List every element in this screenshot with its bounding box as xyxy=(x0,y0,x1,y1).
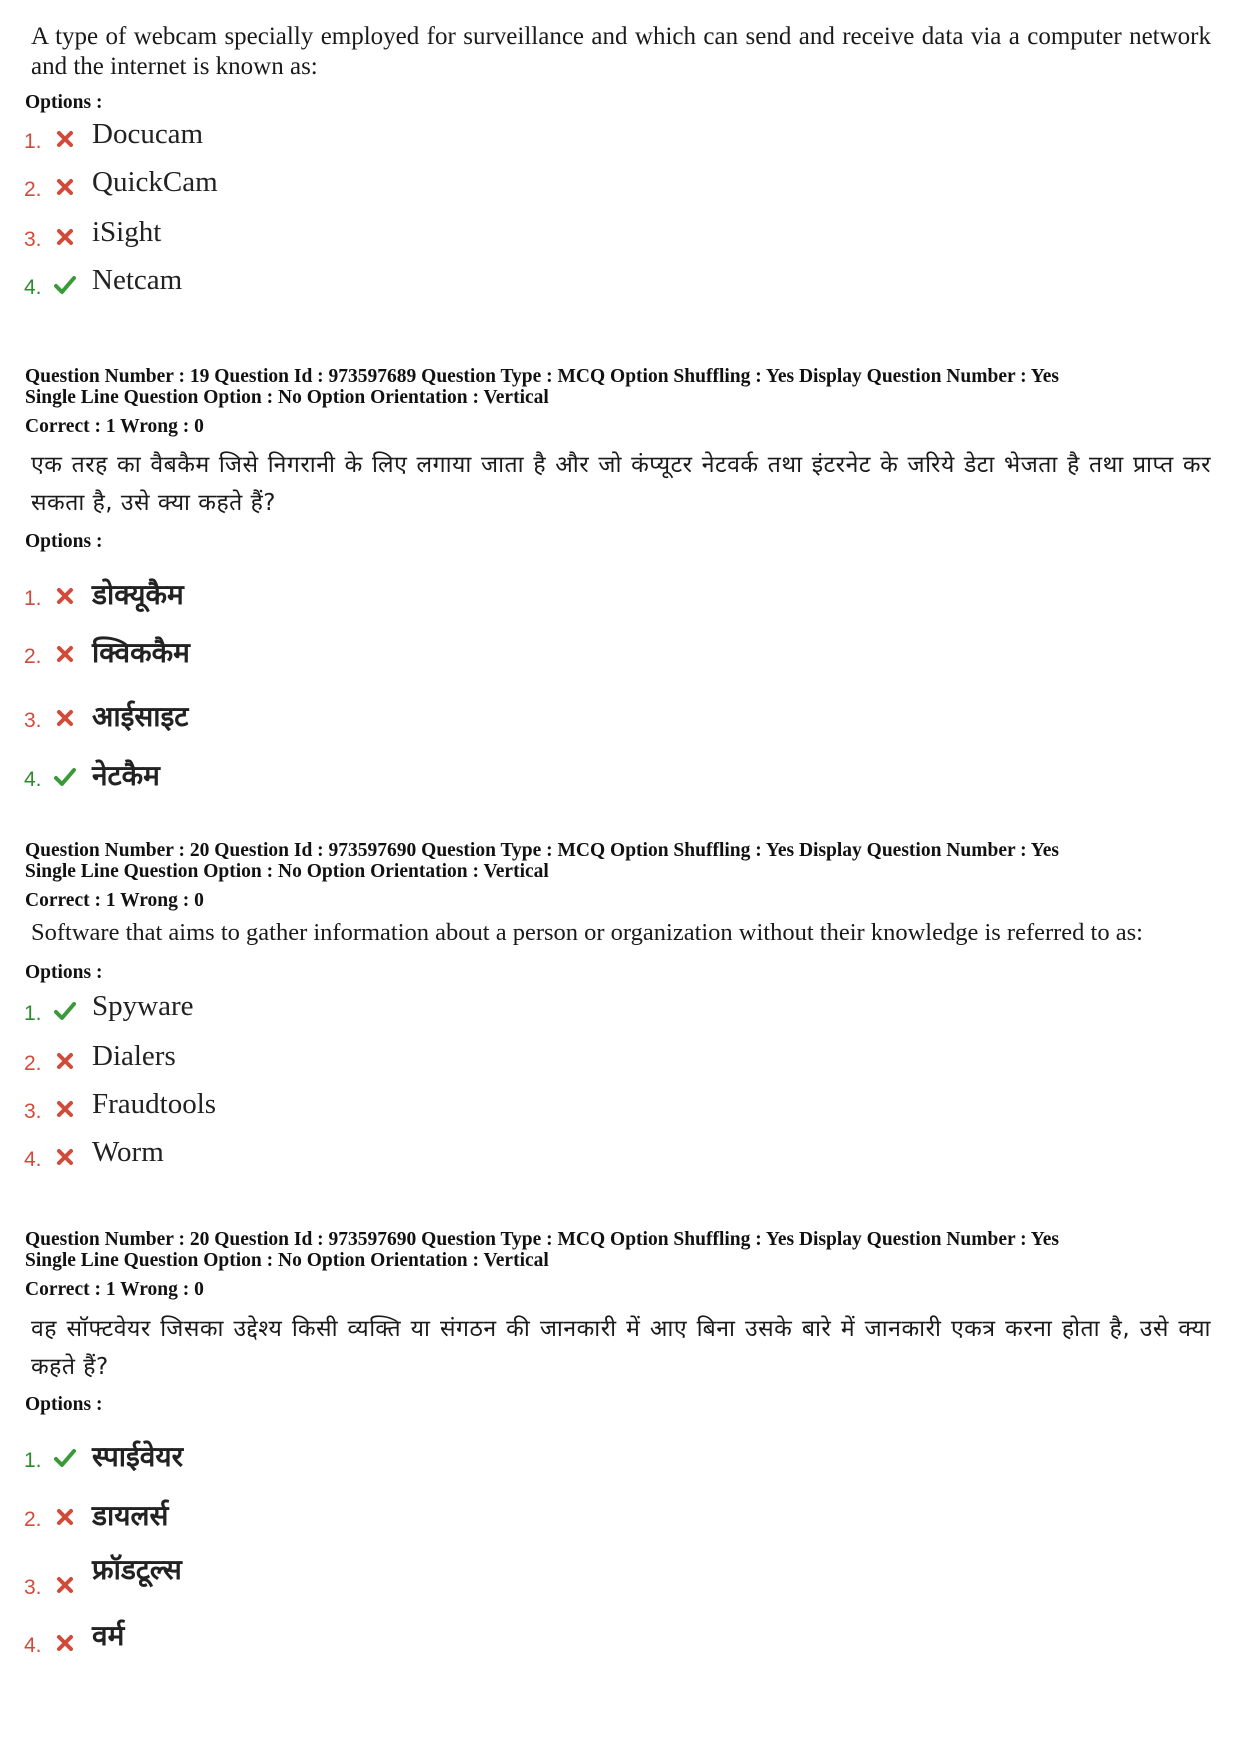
question-meta-line2: Single Line Question Option : No Option Orientation : Vertical xyxy=(25,387,549,408)
option-number: 2. xyxy=(24,178,42,201)
options-label: Options : xyxy=(25,1394,103,1415)
cross-icon xyxy=(54,1146,76,1168)
option-number: 4. xyxy=(24,1634,42,1657)
cross-icon xyxy=(54,1574,76,1596)
option-text: iSight xyxy=(92,216,162,248)
question-meta-line2: Single Line Question Option : No Option Orientation : Vertical xyxy=(25,861,549,882)
option-text: Docucam xyxy=(92,118,204,150)
question-meta: Question Number : 20 Question Id : 973597690 Question Type : MCQ Option Shuffling : Yes Display Question Number : Yes xyxy=(25,1229,1059,1250)
option-number: 4. xyxy=(24,1148,42,1171)
option-text: डोक्यूकैम xyxy=(92,578,184,611)
marks: Correct : 1 Wrong : 0 xyxy=(25,416,204,437)
option-text: QuickCam xyxy=(92,166,218,198)
option-text: स्पाईवेयर xyxy=(92,1440,184,1473)
check-icon xyxy=(54,274,76,296)
options-label: Options : xyxy=(25,962,103,983)
cross-icon xyxy=(54,1506,76,1528)
question-text: एक तरह का वैबकैम जिसे निगरानी के लिए लगाया जाता है और जो कंप्यूटर नेटवर्क तथा इंटरनेट के जरिये डेटा भेजता है तथा प्राप्त कर सकता है, उसे क्या कहते हैं? xyxy=(31,452,1211,516)
option-text: Worm xyxy=(92,1136,164,1168)
cross-icon xyxy=(54,1050,76,1072)
question-meta-line2: Single Line Question Option : No Option Orientation : Vertical xyxy=(25,1250,549,1271)
option-number: 2. xyxy=(24,1052,42,1075)
option-number: 1. xyxy=(24,130,42,153)
option-number: 4. xyxy=(24,768,42,791)
question-meta: Question Number : 20 Question Id : 973597690 Question Type : MCQ Option Shuffling : Yes Display Question Number : Yes xyxy=(25,840,1059,861)
option-number: 3. xyxy=(24,228,42,251)
marks: Correct : 1 Wrong : 0 xyxy=(25,890,204,911)
option-text: Fraudtools xyxy=(92,1088,217,1120)
cross-icon xyxy=(54,643,76,665)
cross-icon xyxy=(54,128,76,150)
option-text: डायलर्स xyxy=(92,1499,169,1532)
option-text: क्विककैम xyxy=(92,636,190,669)
option-text: Netcam xyxy=(92,264,183,296)
question-text: वह सॉफ्टवेयर जिसका उद्देश्य किसी व्यक्ति या संगठन की जानकारी में आए बिना उसके बारे में जानकारी एकत्र करना होता है, उसे क्या कहते हैं? xyxy=(31,1316,1211,1380)
cross-icon xyxy=(54,707,76,729)
options-label: Options : xyxy=(25,531,103,552)
option-text: Dialers xyxy=(92,1040,176,1072)
options-label: Options : xyxy=(25,92,103,113)
option-number: 1. xyxy=(24,1002,42,1025)
question-text: Software that aims to gather information about a person or organization without their knowledge is referred to as: xyxy=(31,919,1143,946)
option-text: नेटकैम xyxy=(92,759,160,792)
cross-icon xyxy=(54,1632,76,1654)
option-text: Spyware xyxy=(92,990,194,1022)
check-icon xyxy=(54,1447,76,1469)
check-icon xyxy=(54,1000,76,1022)
option-text: वर्म xyxy=(92,1619,125,1652)
option-text: आईसाइट xyxy=(92,700,189,733)
option-number: 3. xyxy=(24,1576,42,1599)
marks: Correct : 1 Wrong : 0 xyxy=(25,1279,204,1300)
option-number: 1. xyxy=(24,587,42,610)
option-number: 4. xyxy=(24,276,42,299)
option-number: 1. xyxy=(24,1449,42,1472)
question-meta: Question Number : 19 Question Id : 973597689 Question Type : MCQ Option Shuffling : Yes Display Question Number : Yes xyxy=(25,366,1059,387)
option-number: 2. xyxy=(24,645,42,668)
option-number: 3. xyxy=(24,1100,42,1123)
question-text: A type of webcam specially employed for surveillance and which can send and receive data via a computer network and the internet is known as: xyxy=(31,23,1211,80)
check-icon xyxy=(54,766,76,788)
option-number: 3. xyxy=(24,709,42,732)
option-text: फ्रॉडटूल्स xyxy=(92,1553,182,1586)
cross-icon xyxy=(54,585,76,607)
cross-icon xyxy=(54,176,76,198)
cross-icon xyxy=(54,1098,76,1120)
cross-icon xyxy=(54,226,76,248)
option-number: 2. xyxy=(24,1508,42,1531)
